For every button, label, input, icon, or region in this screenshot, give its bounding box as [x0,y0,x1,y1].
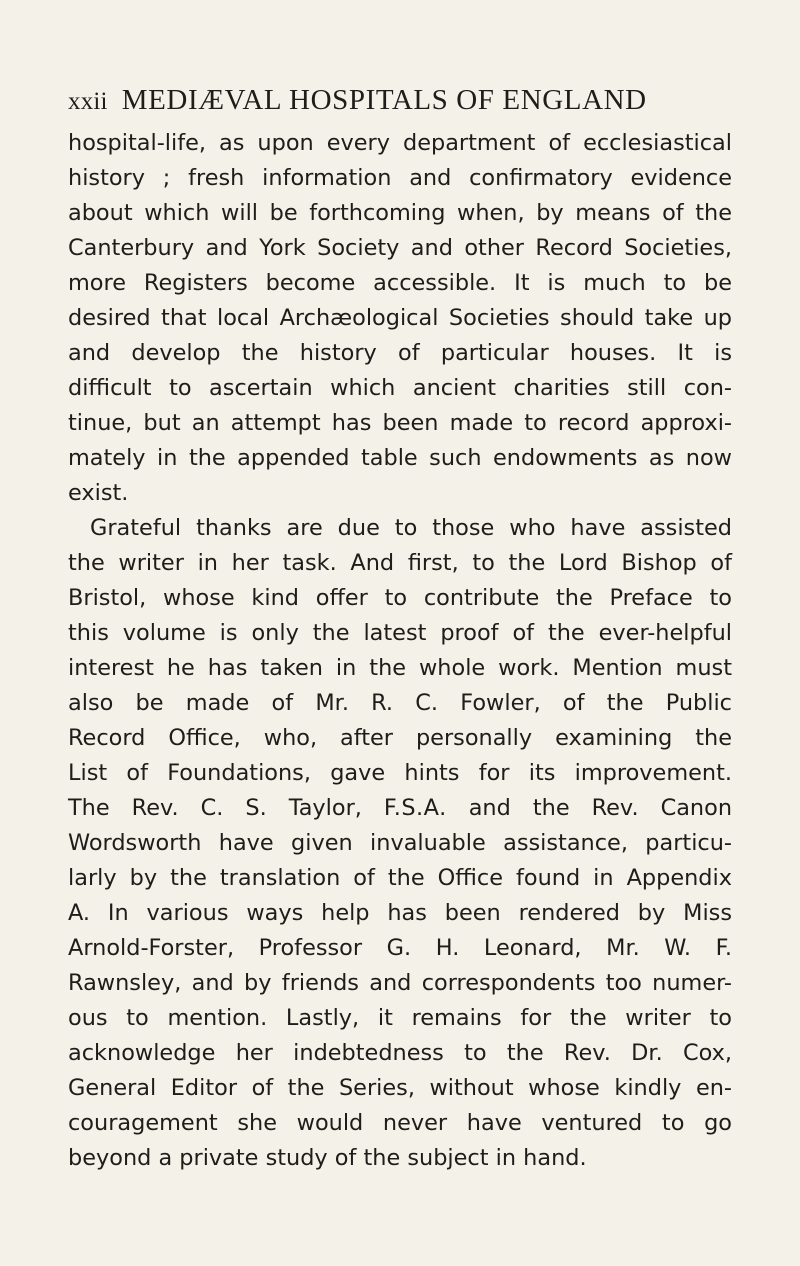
text-line-10: mately in the appended table such endowments as now [68,445,732,471]
line-20-after: and the Rev. Canon [446,795,733,821]
text-line-16: interest he has taken in the whole work. Mention must [68,655,732,681]
text-line-5: more Registers become accessible. It is much to be [68,270,732,296]
text-line-26: ous to mention. Lastly, it remains for the writer to [68,1005,732,1031]
text-line-27: acknowledge her indebtedness to the Rev. Dr. Cox, [68,1040,732,1066]
page-number: xxii [68,88,108,115]
text-line-8: difficult to ascertain which ancient charities still con- [68,375,732,401]
text-line-3: about which will be forthcoming when, by means of the [68,200,732,226]
line-20-before: The Rev. C. S. Taylor, [68,795,384,821]
body-text [68,126,732,1176]
text-line-19: List of Foundations, gave hints for its improvement. [68,760,732,786]
text-line-1: hospital-life, as upon every department of ecclesiastical [68,130,732,156]
page-header [68,84,768,124]
text-line-9: tinue, but an attempt has been made to record approxi- [68,410,732,436]
line-20-small-caps: F.S.A. [383,795,447,821]
text-line-21: Wordsworth have given invaluable assistance, particu- [68,830,732,856]
text-line-18: Record Office, who, after personally examining the [68,725,732,751]
text-line-7: and develop the history of particular houses. It is [68,340,732,366]
text-line-20 [68,791,732,826]
text-line-28: General Editor of the Series, without whose kindly en- [68,1075,732,1101]
text-line-15: this volume is only the latest proof of the ever-helpful [68,620,732,646]
text-line-22: larly by the translation of the Office found in Appendix [68,865,732,891]
text-line-14: Bristol, whose kind offer to contribute the Preface to [68,585,732,611]
text-line-23: A. In various ways help has been rendered by Miss [68,900,732,926]
text-line-17: also be made of Mr. R. C. Fowler, of the Public [68,690,732,716]
text-line-12: Grateful thanks are due to those who have assisted [90,515,732,541]
text-line-25: Rawnsley, and by friends and correspondents too numer- [68,970,732,996]
text-line-24: Arnold-Forster, Professor G. H. Leonard, Mr. W. F. [68,935,732,961]
text-line-30: beyond a private study of the subject in hand. [68,1145,587,1171]
text-line-13: the writer in her task. And first, to the Lord Bishop of [68,550,732,576]
running-title: MEDIÆVAL HOSPITALS OF ENGLAND [121,84,647,116]
text-line-11: exist. [68,480,129,506]
text-line-2: history ; fresh information and confirmatory evidence [68,165,732,191]
text-line-6: desired that local Archæological Societies should take up [68,305,732,331]
text-line-29: couragement she would never have ventured to go [68,1110,732,1136]
text-line-4: Canterbury and York Society and other Record Societies, [68,235,732,261]
